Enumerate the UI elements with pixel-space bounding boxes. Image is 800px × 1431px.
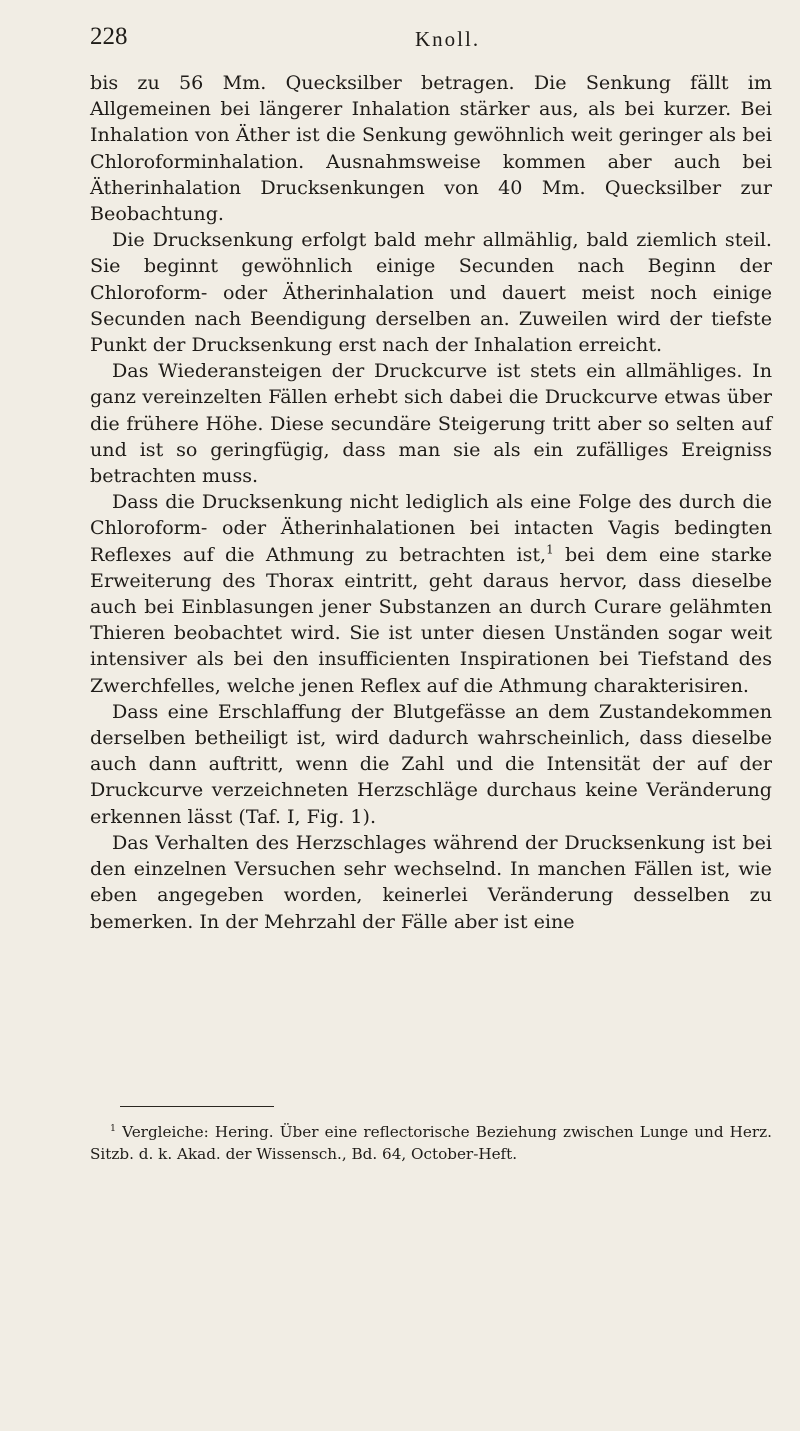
body-text bbox=[90, 70, 772, 935]
paragraph-6: Das Verhalten des Herzschlages während der Drucksenkung ist bei den einzelnen Versuchen sehr wechselnd. In manchen Fällen ist, wie eben angegeben worden, keinerlei Veränderung desselben zu bemerken. In der Mehrzahl der Fälle aber ist eine bbox=[90, 830, 772, 933]
footnote-mark: 1 bbox=[110, 1122, 116, 1134]
footnote-reference: 1 bbox=[546, 542, 554, 557]
paragraph-4-start: Dass die Drucksenkung nicht lediglich als eine Folge des durch die Chloroform- oder Ätherinhalationen bei intacten Vagis bedingten Reflexes auf die Athmung zu betrachten ist, bbox=[90, 490, 772, 566]
paragraph-3: Das Wiederansteigen der Druckcurve ist stets ein allmähliges. In ganz vereinzelten Fällen erhebt sich dabei die Druckcurve etwas über die frühere Höhe. Diese secundäre Steigerung tritt aber so selten auf und ist so geringfügig, dass man sie als ein zufälliges Ereigniss betrachten muss. bbox=[90, 359, 772, 488]
running-head: Knoll. bbox=[415, 27, 481, 51]
footnote-divider bbox=[120, 1106, 274, 1107]
footnote bbox=[90, 1121, 772, 1165]
page-number: 228 bbox=[90, 23, 128, 50]
paragraph-1: bis zu 56 Mm. Quecksilber betragen. Die Senkung fällt im Allgemeinen bei längerer Inhalation stärker aus, als bei kurzer. Bei Inhalation von Äther ist die Senkung gewöhnlich weit geringer als bei Chloroforminhalation. Ausnahmsweise kommen aber auch bei Ätherinhalation Drucksenkungen von 40 Mm. Quecksilber zur Beobachtung. bbox=[90, 71, 772, 226]
paragraph-4 bbox=[90, 489, 772, 699]
page-header bbox=[90, 20, 770, 60]
paragraph-4-rest: bei dem eine starke Erweiterung des Thorax eintritt, geht daraus hervor, dass dieselbe auch bei Einblasungen jener Substanzen an durch Curare gelähmten Thieren beobachtet wird. Sie ist unter diesen Unständen sogar weit intensiver als bei den insufficienten Inspirationen bei Tiefstand des Zwerchfelles, welche jenen Reflex auf die Athmung charakterisiren. bbox=[90, 542, 773, 697]
paragraph-5: Dass eine Erschlaffung der Blutgefässe an dem Zustandekommen derselben betheiligt ist, wird dadurch wahrscheinlich, dass dieselbe auch dann auftritt, wenn die Zahl und die Intensität der auf der Druckcurve verzeichneten Herzschläge durchaus keine Veränderung erkennen lässt (Taf. I, Fig. 1). bbox=[90, 699, 772, 828]
footnote-text: Vergleiche: Hering. Über eine reflectorische Beziehung zwischen Lunge und Herz. Sitzb. d. k. Akad. der Wissensch., Bd. 64, October-Heft. bbox=[90, 1123, 772, 1163]
paragraph-2: Die Drucksenkung erfolgt bald mehr allmählig, bald ziemlich steil. Sie beginnt gewöhnlich einige Secunden nach Beginn der Chloroform- oder Ätherinhalation und dauert meist noch einige Secunden nach Beendigung derselben an. Zuweilen wird der tiefste Punkt der Drucksenkung erst nach der Inhalation erreicht. bbox=[90, 228, 772, 357]
